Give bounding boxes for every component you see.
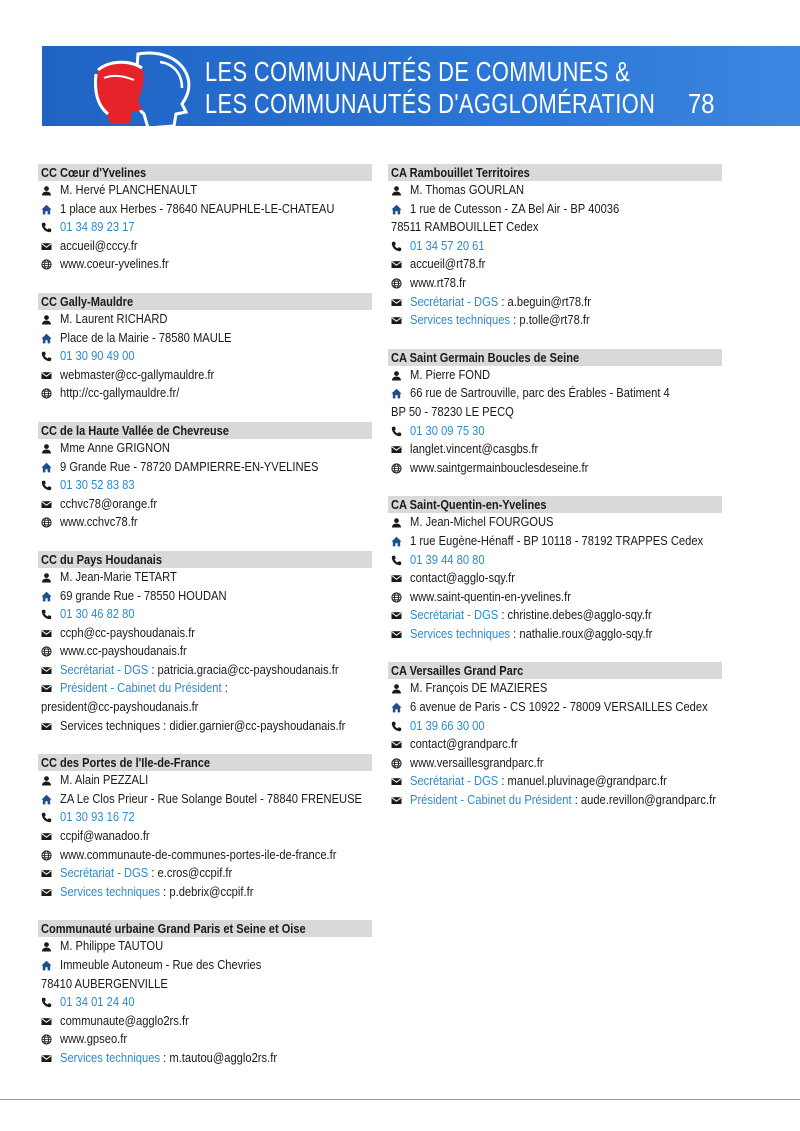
row-text: president@cc-payshoudanais.fr: [41, 699, 199, 715]
home-icon: [41, 591, 52, 602]
row-text: communaute@agglo2rs.fr: [60, 1012, 189, 1028]
person-icon: [41, 443, 52, 454]
row-value: : aude.revillon@grandparc.fr: [571, 792, 716, 808]
section-title: [388, 662, 722, 679]
contact-row-continuation: [388, 403, 722, 422]
contact-row-phone[interactable]: [388, 551, 722, 570]
contact-row-contact-name: [388, 366, 722, 385]
contact-row-email[interactable]: [38, 495, 372, 514]
contact-row-phone[interactable]: [388, 422, 722, 441]
contact-row-address: [388, 384, 722, 403]
row-text: Immeuble Autoneum - Rue des Chevries: [60, 957, 262, 972]
row-label: Services techniques: [410, 625, 511, 641]
contact-row-website[interactable]: [388, 459, 722, 478]
row-text: M. Pierre FOND: [410, 366, 491, 382]
row-value: : p.debrix@ccpif.fr: [160, 883, 254, 899]
contact-row-contact-name: [388, 679, 722, 698]
row-text: langlet.vincent@casgbs.fr: [410, 441, 539, 457]
contact-row-phone[interactable]: [38, 218, 372, 237]
row-label: Services techniques: [60, 1049, 161, 1065]
row-label: Secrétariat - DGS: [60, 661, 149, 677]
row-text: M. Jean-Marie TETART: [60, 568, 177, 584]
contact-row-website[interactable]: [38, 513, 372, 532]
row-text: cchvc78@orange.fr: [60, 495, 158, 511]
section-title-text: CA Saint-Quentin-en-Yvelines: [391, 497, 547, 513]
row-text: 9 Grande Rue - 78720 DAMPIERRE-EN-YVELINES: [60, 458, 319, 474]
row-value: : manuel.pluvinage@grandparc.fr: [498, 773, 667, 789]
row-value: : m.tautou@agglo2rs.fr: [160, 1049, 278, 1065]
home-icon: [41, 960, 52, 971]
row-text: www.gpseo.fr: [60, 1031, 128, 1047]
row-text: 01 39 44 80 80: [410, 551, 485, 567]
row-text: 69 grande Rue - 78550 HOUDAN: [60, 587, 227, 603]
section-cc-gally-mauldre: [38, 293, 372, 403]
row-text: M. François DE MAZIERES: [410, 680, 548, 696]
contact-row-contact-name: [38, 181, 372, 200]
row-label: Secrétariat - DGS: [410, 773, 499, 789]
envelope-icon: [391, 739, 402, 750]
row-text: [410, 311, 590, 330]
envelope-icon: [391, 795, 402, 806]
contact-row-address: [388, 200, 722, 219]
row-label: Président - Cabinet du Président: [410, 792, 572, 808]
section-title: [388, 349, 722, 366]
row-text: 78410 AUBERGENVILLE: [41, 975, 168, 991]
row-text: Place de la Mairie - 78580 MAULE: [60, 329, 232, 345]
contact-row-email[interactable]: [38, 237, 372, 256]
contact-row-website[interactable]: [38, 255, 372, 274]
row-value: : p.tolle@rt78.fr: [510, 312, 590, 328]
phone-icon: [391, 241, 402, 252]
row-text: BP 50 - 78230 LE PECQ: [391, 403, 514, 419]
envelope-icon: [41, 499, 52, 510]
globe-icon: [41, 646, 52, 657]
row-text: [410, 625, 652, 644]
contact-row-email[interactable]: [388, 440, 722, 459]
row-text: www.saint-quentin-en-yvelines.fr: [410, 588, 571, 604]
contact-row-website[interactable]: [388, 274, 722, 293]
row-text: 66 rue de Sartrouville, parc des Érables - Batiment 4: [410, 385, 670, 401]
row-text: ccph@cc-payshoudanais.fr: [60, 624, 196, 640]
person-icon: [391, 517, 402, 528]
phone-icon: [41, 812, 52, 823]
contact-row-address: [388, 532, 722, 551]
row-text: 6 avenue de Paris - CS 10922 - 78009 VERSAILLES Cedex: [410, 699, 708, 715]
section-title-text: CC Cœur d'Yvelines: [41, 165, 147, 180]
footer-divider: [0, 1099, 800, 1100]
envelope-icon: [41, 370, 52, 381]
row-text: accueil@cccy.fr: [60, 237, 138, 253]
contact-row-contact-name: [38, 568, 372, 587]
envelope-icon: [41, 1053, 52, 1064]
section-cc-c-ur-d-yvelines: [38, 164, 372, 274]
contact-row-email[interactable]: [38, 1049, 372, 1068]
contact-row-email[interactable]: [38, 679, 372, 698]
row-text: [60, 883, 253, 902]
section-title: [388, 164, 722, 181]
row-label: Services techniques: [60, 883, 161, 899]
section-title-text: CA Rambouillet Territoires: [391, 165, 530, 180]
page-number: 78: [688, 88, 715, 119]
contact-row-website[interactable]: [38, 384, 372, 403]
contact-row-phone[interactable]: [38, 347, 372, 366]
row-text: www.cchvc78.fr: [60, 514, 138, 530]
row-text: 1 place aux Herbes - 78640 NEAUPHLE-LE-CHATEAU: [60, 200, 335, 216]
contact-row-email[interactable]: [38, 864, 372, 883]
contact-row-email[interactable]: [38, 624, 372, 643]
section-title: [38, 422, 372, 439]
row-text: ZA Le Clos Prieur - Rue Solange Boutel - 78840 FRENEUSE: [60, 790, 363, 806]
globe-icon: [41, 388, 52, 399]
section-title: [38, 293, 372, 310]
envelope-icon: [41, 628, 52, 639]
contact-row-phone[interactable]: [38, 993, 372, 1012]
envelope-icon: [41, 1016, 52, 1027]
contact-row-contact-name: [388, 513, 722, 532]
globe-icon: [41, 259, 52, 270]
section-title-text: CC Gally-Mauldre: [41, 293, 134, 309]
envelope-icon: [391, 444, 402, 455]
contact-row-address: [38, 790, 372, 809]
row-value: : nathalie.roux@agglo-sqy.fr: [510, 625, 653, 641]
contact-row-website[interactable]: [388, 754, 722, 773]
contact-row-email[interactable]: [388, 625, 722, 644]
globe-icon: [391, 758, 402, 769]
contact-row-continuation: [388, 218, 722, 237]
home-icon: [41, 794, 52, 805]
envelope-icon: [391, 610, 402, 621]
envelope-icon: [41, 683, 52, 694]
section-title-text: CA Versailles Grand Parc: [391, 663, 524, 679]
contact-row-email[interactable]: [388, 293, 722, 312]
section-communaute-urbaine-grand-paris-et-seine-et-oise: [38, 920, 372, 1067]
row-text: 1 rue de Cutesson - ZA Bel Air - BP 40036: [410, 200, 620, 216]
row-text: 78511 RAMBOUILLET Cedex: [391, 219, 539, 235]
contact-row-email[interactable]: [388, 255, 722, 274]
row-text: 01 34 89 23 17: [60, 219, 135, 235]
envelope-icon: [41, 241, 52, 252]
row-text: www.coeur-yvelines.fr: [60, 256, 169, 272]
row-text: accueil@rt78.fr: [410, 256, 486, 272]
contact-row-contact-name: [388, 181, 722, 200]
home-icon: [391, 388, 402, 399]
contact-row-email[interactable]: [38, 827, 372, 846]
person-icon: [391, 683, 402, 694]
row-text: [410, 293, 591, 312]
header-title-line-1: LES COMMUNAUTÉS DE COMMUNES &: [205, 56, 631, 87]
person-icon: [391, 185, 402, 196]
section-title: [38, 754, 372, 771]
row-label: Secrétariat - DGS: [410, 293, 499, 309]
row-text: M. Jean-Michel FOURGOUS: [410, 514, 554, 530]
row-text: 1 rue Eugène-Hénaff - BP 10118 - 78192 TRAPPES Cedex: [410, 532, 704, 548]
contact-row-address: [388, 698, 722, 717]
contact-row-email[interactable]: [38, 883, 372, 902]
envelope-icon: [391, 259, 402, 270]
row-text: 01 30 09 75 30: [410, 422, 485, 438]
phone-icon: [41, 997, 52, 1008]
section-title: [388, 496, 722, 513]
row-text: 01 34 01 24 40: [60, 994, 135, 1010]
row-text: Mme Anne GRIGNON: [60, 439, 170, 455]
section-ca-rambouillet-territoires: [388, 164, 722, 330]
phone-icon: [391, 555, 402, 566]
phone-icon: [41, 609, 52, 620]
row-label: Secrétariat - DGS: [410, 607, 499, 623]
person-icon: [41, 941, 52, 952]
row-label: Secrétariat - DGS: [60, 865, 149, 881]
row-text: [60, 661, 339, 680]
envelope-icon: [391, 776, 402, 787]
row-text: webmaster@cc-gallymauldre.fr: [60, 366, 215, 382]
person-icon: [41, 185, 52, 196]
row-text: www.saintgermainbouclesdeseine.fr: [410, 459, 589, 475]
contact-row-phone[interactable]: [38, 476, 372, 495]
envelope-icon: [391, 573, 402, 584]
section-title-text: CA Saint Germain Boucles de Seine: [391, 349, 580, 365]
phone-icon: [41, 480, 52, 491]
contact-row-website[interactable]: [38, 1030, 372, 1049]
row-text: M. Alain PEZZALI: [60, 772, 149, 788]
person-icon: [41, 314, 52, 325]
section-ca-saint-quentin-en-yvelines: [388, 496, 722, 643]
globe-icon: [41, 517, 52, 528]
left-column: [38, 164, 372, 1087]
contact-row-contact-name: [38, 310, 372, 329]
globe-icon: [391, 463, 402, 474]
section-title: [38, 551, 372, 568]
contact-row-address: [38, 587, 372, 606]
contact-row-email[interactable]: [388, 735, 722, 754]
phone-icon: [41, 222, 52, 233]
header-title-line-2: LES COMMUNAUTÉS D'AGGLOMÉRATION: [205, 88, 656, 119]
contact-row-phone[interactable]: [38, 808, 372, 827]
row-value: : a.beguin@rt78.fr: [498, 293, 592, 309]
contact-row-continuation: [38, 698, 372, 717]
row-text: [60, 864, 232, 883]
contact-row-website[interactable]: [38, 846, 372, 865]
home-icon: [41, 204, 52, 215]
row-text: www.versaillesgrandparc.fr: [410, 754, 544, 770]
row-text: www.cc-payshoudanais.fr: [60, 643, 187, 659]
envelope-icon: [391, 629, 402, 640]
row-text: [410, 791, 716, 810]
phone-icon: [41, 351, 52, 362]
contact-row-website[interactable]: [388, 588, 722, 607]
globe-icon: [41, 850, 52, 861]
section-cc-des-portes-de-l-ile-de-france: [38, 754, 372, 901]
envelope-icon: [391, 315, 402, 326]
envelope-icon: [41, 721, 52, 732]
section-cc-du-pays-houdanais: [38, 551, 372, 735]
section-title: [38, 164, 372, 181]
envelope-icon: [41, 887, 52, 898]
home-icon: [41, 462, 52, 473]
contact-row-contact-name: [38, 771, 372, 790]
row-text: 01 39 66 30 00: [410, 717, 485, 733]
section-title-text: CC des Portes de l'Ile-de-France: [41, 755, 211, 771]
yvelines-logo-icon: [90, 48, 200, 130]
row-text: M. Hervé PLANCHENAULT: [60, 182, 198, 197]
row-text: 01 30 46 82 80: [60, 606, 135, 622]
contact-row-email[interactable]: [388, 569, 722, 588]
row-text: M. Laurent RICHARD: [60, 310, 168, 326]
contact-row-address: [38, 200, 372, 219]
contact-row-email[interactable]: [388, 791, 722, 810]
home-icon: [391, 204, 402, 215]
contact-row-address: [38, 956, 372, 975]
globe-icon: [41, 1034, 52, 1045]
row-text: 01 30 93 16 72: [60, 809, 135, 825]
contact-row-continuation: [38, 975, 372, 994]
person-icon: [41, 572, 52, 583]
contact-row-address: [38, 458, 372, 477]
row-value: : patricia.gracia@cc-payshoudanais.fr: [148, 661, 339, 677]
row-text: M. Philippe TAUTOU: [60, 938, 164, 954]
envelope-icon: [41, 868, 52, 879]
row-text: M. Thomas GOURLAN: [410, 182, 525, 197]
section-title: [38, 920, 372, 937]
row-text: www.communaute-de-communes-portes-ile-de-france.fr: [60, 846, 337, 862]
row-text: [410, 606, 652, 625]
section-title-text: CC du Pays Houdanais: [41, 551, 162, 567]
section-title-text: CC de la Haute Vallée de Chevreuse: [41, 422, 229, 438]
row-text: [60, 679, 228, 698]
section-ca-versailles-grand-parc: [388, 662, 722, 809]
row-value: :: [221, 680, 228, 696]
phone-icon: [391, 721, 402, 732]
contact-row-address: [38, 329, 372, 348]
home-icon: [41, 333, 52, 344]
contact-row-email[interactable]: [38, 366, 372, 385]
section-ca-saint-germain-boucles-de-seine: [388, 349, 722, 478]
contact-row-phone[interactable]: [38, 605, 372, 624]
contact-row-phone[interactable]: [388, 237, 722, 256]
contact-row-email[interactable]: [388, 311, 722, 330]
row-text: 01 34 57 20 61: [410, 237, 485, 253]
row-label: Président - Cabinet du Président: [60, 680, 222, 696]
envelope-icon: [41, 831, 52, 842]
contact-row-email[interactable]: [388, 772, 722, 791]
home-icon: [391, 536, 402, 547]
person-icon: [41, 775, 52, 786]
contact-row-website[interactable]: [38, 642, 372, 661]
contact-row-contact-name: [38, 439, 372, 458]
section-title-text: Communauté urbaine Grand Paris et Seine et Oise: [41, 921, 306, 937]
right-column: [388, 164, 722, 829]
contact-row-email[interactable]: [388, 606, 722, 625]
row-value: : christine.debes@agglo-sqy.fr: [498, 607, 652, 623]
row-text: http://cc-gallymauldre.fr/: [60, 385, 180, 401]
row-text: Services techniques : didier.garnier@cc-payshoudanais.fr: [60, 717, 346, 733]
home-icon: [391, 702, 402, 713]
row-label: Services techniques: [410, 312, 511, 328]
contact-row-email[interactable]: [38, 717, 372, 736]
row-text: contact@agglo-sqy.fr: [410, 570, 515, 586]
envelope-icon: [41, 665, 52, 676]
row-text: [410, 772, 667, 791]
row-text: ccpif@wanadoo.fr: [60, 828, 150, 844]
phone-icon: [391, 426, 402, 437]
row-text: www.rt78.fr: [410, 274, 466, 290]
contact-row-contact-name: [38, 937, 372, 956]
row-text: 01 30 52 83 83: [60, 477, 135, 493]
row-text: [60, 1049, 277, 1068]
row-text: 01 30 90 49 00: [60, 348, 135, 364]
row-value: : e.cros@ccpif.fr: [148, 865, 233, 881]
contact-row-phone[interactable]: [388, 717, 722, 736]
envelope-icon: [391, 297, 402, 308]
globe-icon: [391, 592, 402, 603]
contact-row-email[interactable]: [38, 1012, 372, 1031]
person-icon: [391, 370, 402, 381]
contact-row-email[interactable]: [38, 661, 372, 680]
globe-icon: [391, 278, 402, 289]
section-cc-de-la-haute-vallee-de-chevreuse: [38, 422, 372, 532]
row-text: contact@grandparc.fr: [410, 736, 518, 752]
